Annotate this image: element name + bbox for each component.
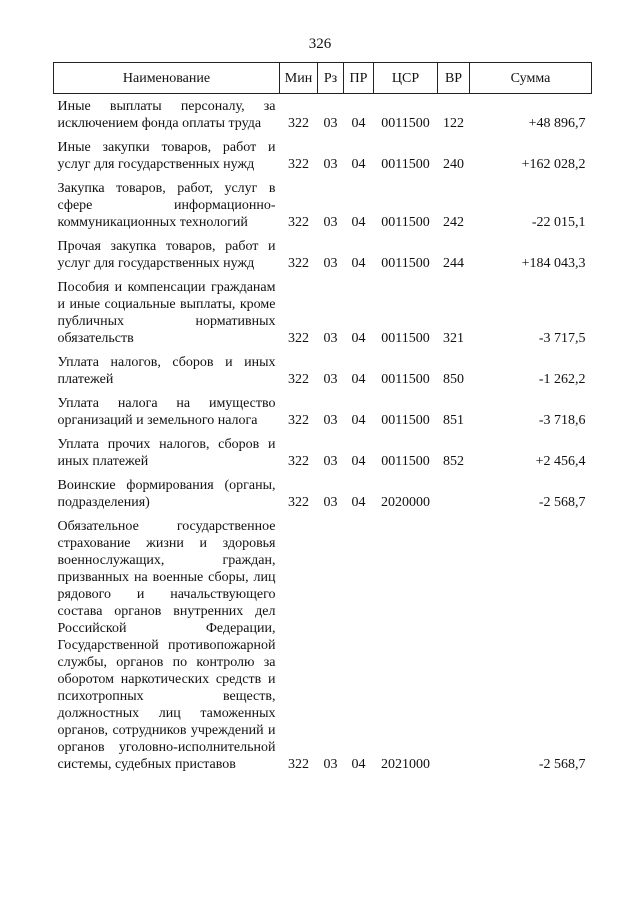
row-name: Прочая закупка товаров, работ и услуг для государственных нужд (57, 239, 276, 271)
row-name: Иные выплаты персоналу, за исключением фонда оплаты труда (57, 99, 276, 131)
row-vr: 850 (443, 372, 464, 387)
row-pr: 04 (351, 331, 366, 346)
header-csr: ЦСР (374, 63, 438, 94)
table-body (54, 94, 592, 777)
row-min: 322 (288, 215, 309, 230)
row-sum: -1 262,2 (538, 372, 586, 387)
row-vr: 851 (443, 413, 464, 428)
table-row (54, 234, 592, 275)
row-name: Иные закупки товаров, работ и услуг для государственных нужд (57, 140, 276, 172)
row-vr: 244 (443, 256, 464, 271)
table-row (54, 514, 592, 776)
row-min: 322 (288, 454, 309, 469)
row-vr (438, 473, 470, 514)
table-row (54, 391, 592, 432)
row-csr: 0011500 (381, 413, 430, 428)
row-csr: 0011500 (381, 256, 430, 271)
header-sum: Сумма (470, 63, 592, 94)
row-min: 322 (288, 372, 309, 387)
header-vr: ВР (438, 63, 470, 94)
row-sum: -22 015,1 (531, 215, 586, 230)
row-sum: -3 717,5 (538, 331, 586, 346)
row-csr: 0011500 (381, 372, 430, 387)
row-csr: 0011500 (381, 215, 430, 230)
row-csr: 0011500 (381, 454, 430, 469)
row-rz: 03 (323, 413, 338, 428)
row-rz: 03 (323, 116, 338, 131)
row-rz: 03 (323, 157, 338, 172)
row-min: 322 (288, 757, 309, 772)
table-row (54, 94, 592, 136)
table-header (54, 63, 592, 94)
row-min: 322 (288, 256, 309, 271)
header-pr: ПР (344, 63, 374, 94)
row-name: Уплата налога на имущество организаций и земельного налога (57, 396, 276, 428)
row-name: Обязательное государственное страхование жизни и здоровья военнослужащих, граждан, призванных на военные сборы, лиц рядового и начальствующего состава органов внутренних дел Российской Федерации, Государственной противопожарной службы, органов по контролю за оборотом наркотических средств и психотропных веществ, должностных лиц таможенных органов, сотрудников учреждений и органов уголовно-исполнительной системы, судебных приставов (57, 519, 276, 772)
row-sum: +162 028,2 (521, 157, 586, 172)
header-name: Наименование (54, 63, 280, 94)
row-pr: 04 (351, 413, 366, 428)
table-row (54, 135, 592, 176)
row-vr: 852 (443, 454, 464, 469)
row-pr: 04 (351, 454, 366, 469)
budget-table (53, 62, 592, 776)
row-rz: 03 (323, 757, 338, 772)
row-pr: 04 (351, 495, 366, 510)
row-csr: 2020000 (381, 495, 430, 510)
row-rz: 03 (323, 454, 338, 469)
row-min: 322 (288, 331, 309, 346)
table-row (54, 432, 592, 473)
row-rz: 03 (323, 215, 338, 230)
row-pr: 04 (351, 256, 366, 271)
row-pr: 04 (351, 372, 366, 387)
row-name: Закупка товаров, работ, услуг в сфере информационно-коммуникационных технологий (57, 181, 276, 230)
row-min: 322 (288, 413, 309, 428)
header-min: Мин (280, 63, 318, 94)
table-row (54, 473, 592, 514)
row-name: Уплата прочих налогов, сборов и иных платежей (57, 437, 276, 469)
table-row (54, 350, 592, 391)
header-rz: Рз (318, 63, 344, 94)
row-name: Воинские формирования (органы, подразделения) (57, 478, 276, 510)
row-sum: +48 896,7 (528, 116, 586, 131)
row-rz: 03 (323, 495, 338, 510)
row-name: Уплата налогов, сборов и иных платежей (57, 355, 276, 387)
table-row (54, 176, 592, 234)
row-min: 322 (288, 157, 309, 172)
row-csr: 2021000 (381, 757, 430, 772)
row-rz: 03 (323, 372, 338, 387)
header-row (54, 63, 592, 94)
page-number: 326 (308, 36, 332, 52)
row-vr: 240 (443, 157, 464, 172)
row-vr: 242 (443, 215, 464, 230)
row-csr: 0011500 (381, 157, 430, 172)
row-min: 322 (288, 116, 309, 131)
row-name: Пособия и компенсации гражданам и иные социальные выплаты, кроме публичных нормативных обязательств (57, 280, 276, 346)
row-vr: 122 (443, 116, 464, 131)
row-min: 322 (288, 495, 309, 510)
row-sum: -2 568,7 (538, 757, 586, 772)
row-sum: +2 456,4 (535, 454, 586, 469)
row-pr: 04 (351, 116, 366, 131)
row-pr: 04 (351, 157, 366, 172)
row-rz: 03 (323, 331, 338, 346)
row-sum: +184 043,3 (521, 256, 586, 271)
row-vr (438, 514, 470, 776)
row-csr: 0011500 (381, 331, 430, 346)
row-sum: -3 718,6 (538, 413, 586, 428)
table-row (54, 275, 592, 350)
row-rz: 03 (323, 256, 338, 271)
row-sum: -2 568,7 (538, 495, 586, 510)
row-csr: 0011500 (381, 116, 430, 131)
row-pr: 04 (351, 215, 366, 230)
row-pr: 04 (351, 757, 366, 772)
row-vr: 321 (443, 331, 464, 346)
